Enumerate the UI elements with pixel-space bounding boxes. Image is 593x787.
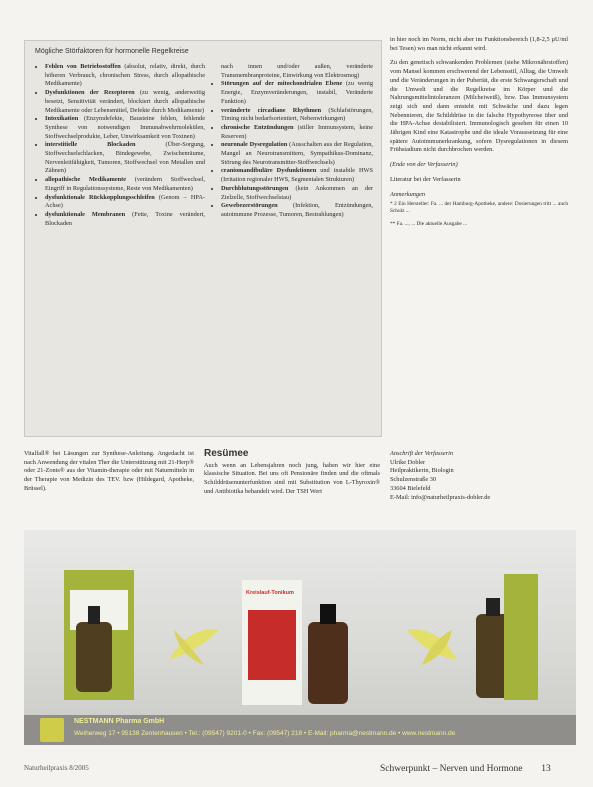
item-bold: Gewebezerstörungen: [221, 202, 278, 210]
footer-issue: Naturheilpraxis 8/2005: [24, 764, 89, 772]
address-title: Anschrift der Verfasserin: [390, 450, 453, 457]
info-box: [24, 40, 382, 437]
item-text: (Genom – HPA-Achse): [45, 193, 205, 210]
item-text: (Schlafstörungen, Timing nicht bedarfsorientiert, Nebenwirkungen): [221, 106, 373, 123]
box-list-item: [221, 185, 373, 202]
email: E-Mail: info@naturheilpraxis-dobler.de: [390, 493, 491, 501]
box-list-item: [45, 141, 205, 176]
box-list-item: [221, 141, 373, 167]
box-column-2: [211, 63, 373, 220]
box-title: Mögliche Störfaktoren für hormonelle Regelkreise: [35, 48, 189, 55]
company-contact: Weiherweg 17 • 95138 Zentenhausen • Tel.: (09547) 9201-0 • Fax: (09547) 218 • E-Mail: pharma@nestmann.de • www.nestmann.de: [74, 730, 456, 737]
item-bold: Fehlen von Betriebsstoffen: [45, 63, 121, 70]
item-bold: dysfunktionale Rückkopplungsschleifen: [45, 193, 155, 201]
item-bold: Intoxikation: [45, 115, 79, 123]
item-text: (Ausschalten aus der Regulation, Mangel an Neurotransmittern, Sympathikus-Dominanz, Störung des Neurotransmitter-Stoffwechsels): [221, 141, 373, 166]
item-bold: neuronale Dysregulation: [221, 141, 288, 149]
item-bold: Durchblutungsstörungen: [221, 184, 289, 192]
author-name: Ulrike Dobler: [390, 458, 426, 466]
paragraph: in hier noch im Norm, nicht aber im Funktionsbereich (1,8-2,5 µU/ml bei Tesen) wo man nicht erkannt wird.: [390, 36, 568, 52]
box-list-item: [45, 63, 205, 89]
box-list-item: [221, 107, 373, 124]
advertiser-banner: [24, 715, 576, 745]
right-column-text: [390, 36, 568, 234]
item-text: (zu wenig Energie, Enzymveränderungen, instabil, Veränderte Funktion): [221, 80, 373, 105]
item-text: (Enzymdefekte, Bausteine fehlen, fehlende Synthese von notwendigen Immunabwehrmolekülen, Stoffwechselprodukte, Leber, Unwirksamkeit von Toxinen): [45, 115, 205, 140]
page-number: 13: [541, 764, 551, 774]
author-title: Heilpraktikerin, Biologin: [390, 467, 454, 475]
box-list-item: [221, 124, 373, 141]
lower-left-text: [24, 450, 194, 494]
item-text: (Über-Sorgung, Stoffwechselschlacken, Bindegewebe, Zwischenräume, Nervenleitfähigkeit, Tumoren, Stoffwechsel von Metallen und Zähnen): [45, 141, 205, 175]
box-list-item: [221, 80, 373, 106]
item-text: (stiller Immunsystem, keine Reserven): [221, 123, 374, 140]
paragraph: Zu den genetisch schwankenden Problemen (siehe Mikronährstoffen) vom Mansel kommen erschwerend der Lebensstil, Alltag, die Umwelt und die Veränderungen in der Pubertät, die erste Schwangerschaft und die Umwelt und die Regelkreise im Körper und die Nahrungsmittelintoleranzen (Milcheiweiß), bzw. Das Immunsystem zeigt sich und dann entsteht mit Schwäche und dazu legen Nebennieren, die Schilddrüse in die falsche Hypothyreose über und die HPA-Achse destabilisiert. Immunologisch gesehen für einen 10 Jährigen Kind eine Katastrophe und die ideale Voraussetzung für eine spätere Autoimmunerkrankung, sofern Dysregulationen in diesem Frühstadium nicht durchbrochen werden.: [390, 59, 568, 154]
item-bold: interstitielle Blockaden: [45, 141, 136, 149]
product-label: Kreislauf-Tonikum: [246, 590, 294, 596]
paragraph-italic: (Ende von der Verfasserin): [390, 161, 458, 169]
box-list-item: [45, 89, 205, 115]
box-list-item: [45, 176, 205, 193]
item-bold: Störungen auf der mitochondrialen Ebene: [221, 80, 343, 88]
nestmann-logo-icon: [40, 718, 64, 742]
box-list-item: [221, 167, 373, 184]
leaf-left: [164, 620, 224, 675]
box-list-item: [45, 194, 205, 211]
box-list-item: [221, 63, 373, 80]
item-bold: Dysfunktionen der Rezeptoren: [45, 89, 135, 97]
box-list-item: [45, 211, 205, 228]
item-bold: craniomandibuläre Dysfunktionen: [221, 167, 317, 175]
section-title: Schwerpunkt – Nerven und Hormone: [380, 764, 523, 774]
item-text: (Infektion, Entzündungen, autoimmune Prozesse, Tumoren, Bestrahlungen): [221, 202, 373, 218]
paragraph: Auch wenn an Lebensjahren noch jung, haben wir hier eine klassische Situation. Bei uns oft Pensionäre finden und die oftmals Schilddrüsenunterfunktion sind mit Substitution von L-Thyroxin® und Antibiotika behandelt wird. Der TSH Wert: [204, 461, 380, 495]
leaf-right: [402, 620, 462, 675]
item-bold: chronische Entzündungen: [221, 123, 294, 131]
bottle-right: [460, 574, 540, 709]
item-text: nach innen und/oder außen, veränderte Transmembranproteine, Einwirkung von Elektrosmog): [221, 63, 373, 79]
resumee-heading: Resümee: [204, 448, 249, 459]
street: Schulzenstraße 30: [390, 476, 436, 484]
box-list-item: [45, 115, 205, 141]
author-address: [390, 450, 568, 502]
notes-title: Anmerkungen: [390, 190, 425, 198]
advertisement: [24, 530, 576, 745]
item-bold: allopathische Medikamente: [45, 176, 127, 184]
item-text: (absolut, relativ, direkt, durch höheren Verbrauch, chronischen Stress, durch allopathische Medikamente): [45, 63, 205, 88]
item-text: (verändern Stoffwechsel, Eingriff in Regulationssysteme, Reste von Medikamenten): [45, 176, 205, 192]
footer-section-title: [380, 764, 551, 774]
item-text: (kein Ankommen an der Zielzelle, Stoffwechselstau): [221, 184, 373, 201]
item-bold: veränderte circadiane Rhythmen: [221, 106, 322, 114]
literature-note: Literatur bei der Verfasserin: [390, 175, 461, 183]
box-column-1: [35, 63, 205, 228]
item-text: (Fette, Toxine verändert, Blockaden: [45, 210, 205, 227]
paragraph: Vitalfall® bei Läsungen zur Synthese-Anleitung. Angedacht ist nach Anwendung der vitalen Ther die Unterstützung mit 21-Herp® oder 21-Zonts® aus der Vitamin-therapie oder mit Naturmitteln in der Therapie von Medizin des TEV. bzw (Hildegard, Apotheke, Brüssel).: [24, 450, 194, 492]
bottle-left: [60, 570, 140, 705]
resumee-section: [204, 450, 380, 497]
item-text: (zu wenig, anderweitig besetzt, Sensitivität verändert, blockiert durch allopathische Medikamente oder Lebensmittel, Defekte durch Medikamente): [45, 89, 206, 114]
company-name: NESTMANN Pharma GmbH: [74, 718, 165, 725]
note: * 2 Ein Hersteller: Fa. ... der Hamburg-Apotheke, andere: Dosierungen tritt ... auch Schulz ...: [390, 201, 568, 215]
bottle-center: [242, 570, 382, 715]
box-list-item: [221, 202, 373, 219]
item-bold: dysfunktionale Membranen: [45, 210, 126, 218]
city: 33604 Bielefeld: [390, 484, 431, 492]
item-text: und instabile HWS (Irritation regionaler HWS, Segmentalen Strukturen): [221, 167, 374, 184]
note: ** Fa. ..., ... Die aktuelle Ausgabe ...: [390, 220, 468, 227]
